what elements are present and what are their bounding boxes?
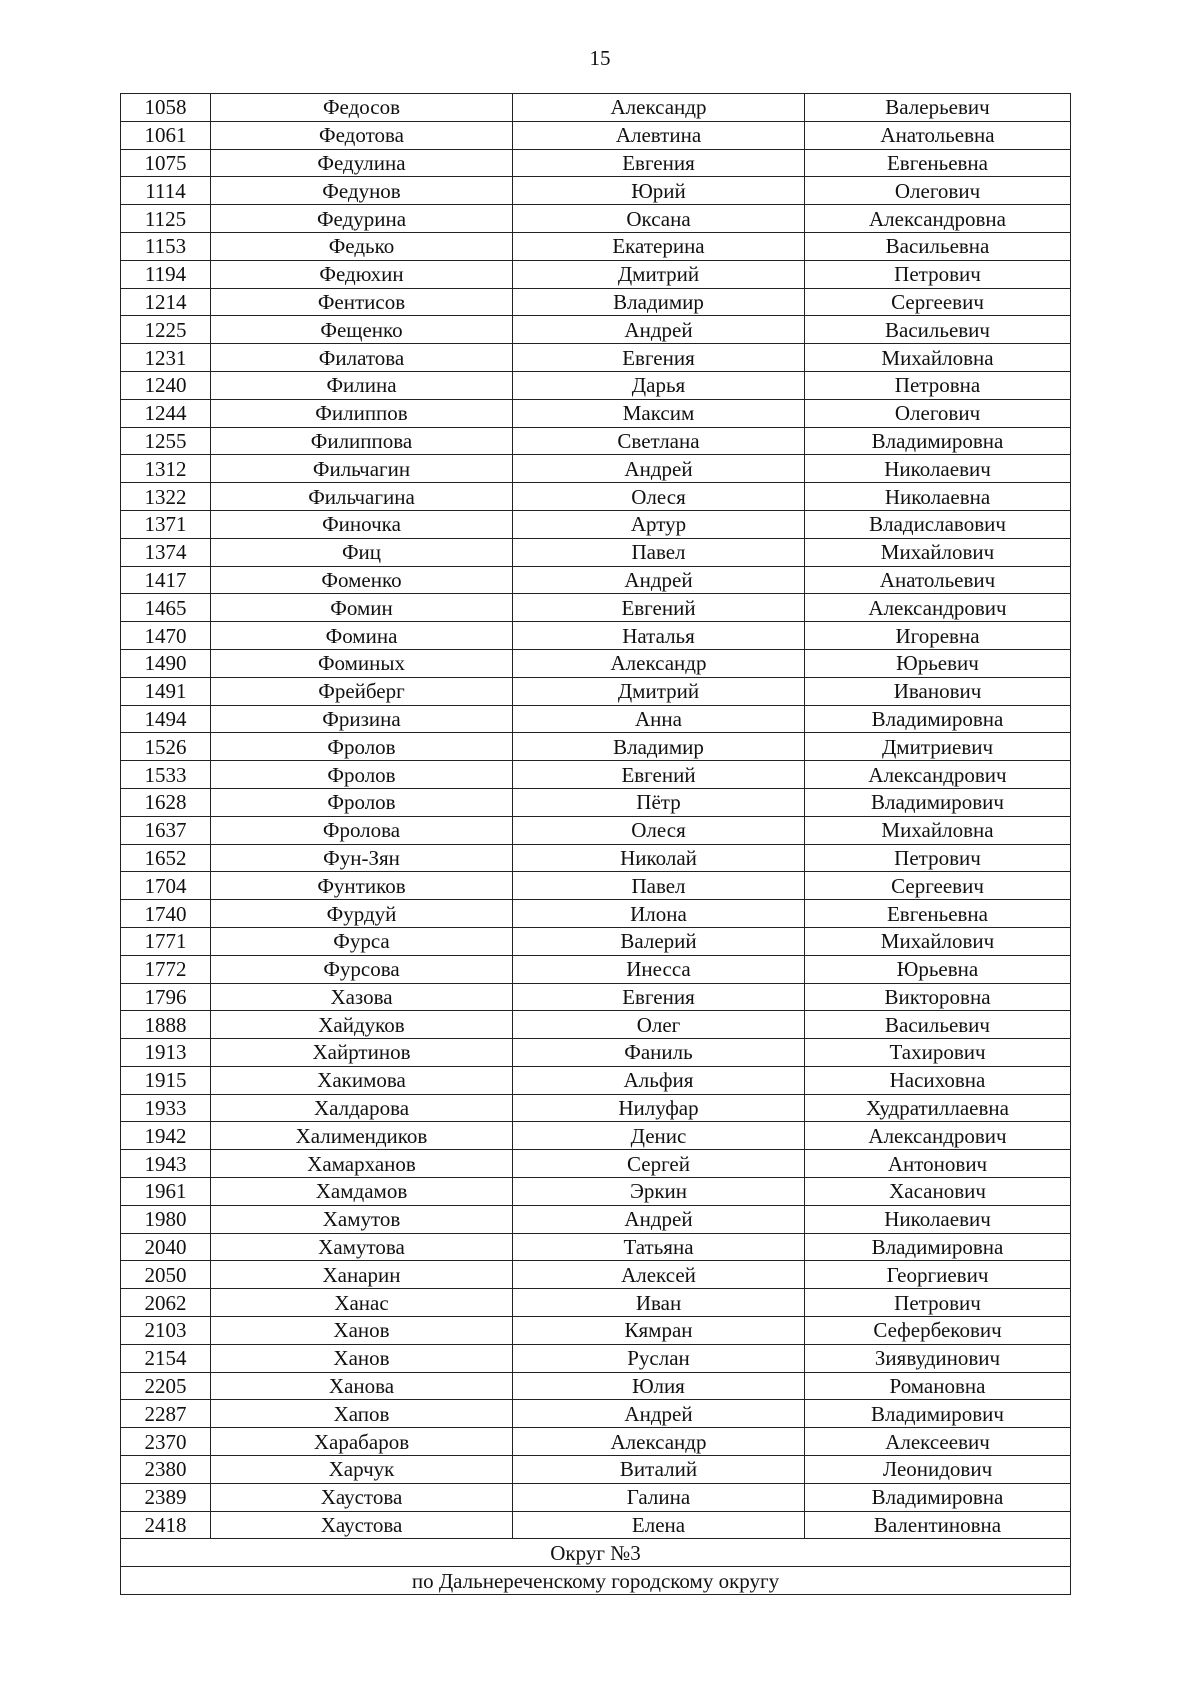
cell-number: 1491 <box>121 677 211 705</box>
cell-first-name: Валерий <box>513 927 805 955</box>
cell-patronymic: Олегович <box>805 399 1071 427</box>
cell-patronymic: Владимировна <box>805 427 1071 455</box>
cell-first-name: Андрей <box>513 1400 805 1428</box>
cell-last-name: Хамутова <box>211 1233 513 1261</box>
cell-patronymic: Николаевич <box>805 1205 1071 1233</box>
cell-first-name: Наталья <box>513 622 805 650</box>
cell-first-name: Елена <box>513 1511 805 1539</box>
table-row <box>121 427 1071 455</box>
cell-number: 2040 <box>121 1233 211 1261</box>
cell-number: 1915 <box>121 1066 211 1094</box>
cell-last-name: Федурина <box>211 205 513 233</box>
cell-last-name: Фролов <box>211 761 513 789</box>
cell-last-name: Фурса <box>211 927 513 955</box>
section-title: Округ №3 <box>121 1539 1071 1567</box>
cell-number: 1194 <box>121 260 211 288</box>
cell-last-name: Хаустова <box>211 1483 513 1511</box>
cell-last-name: Фролов <box>211 733 513 761</box>
cell-first-name: Юрий <box>513 177 805 205</box>
cell-number: 1058 <box>121 94 211 122</box>
table-row <box>121 1039 1071 1067</box>
cell-patronymic: Дмитриевич <box>805 733 1071 761</box>
cell-last-name: Федотова <box>211 121 513 149</box>
cell-patronymic: Васильевна <box>805 232 1071 260</box>
table-row <box>121 399 1071 427</box>
cell-last-name: Ханов <box>211 1317 513 1345</box>
cell-last-name: Хапов <box>211 1400 513 1428</box>
cell-first-name: Илона <box>513 900 805 928</box>
cell-last-name: Фрейберг <box>211 677 513 705</box>
cell-first-name: Виталий <box>513 1456 805 1484</box>
cell-patronymic: Евгеньевна <box>805 149 1071 177</box>
cell-patronymic: Петрович <box>805 260 1071 288</box>
cell-patronymic: Леонидович <box>805 1456 1071 1484</box>
cell-number: 1417 <box>121 566 211 594</box>
table-row <box>121 1511 1071 1539</box>
cell-patronymic: Владимировна <box>805 1483 1071 1511</box>
cell-number: 2370 <box>121 1428 211 1456</box>
cell-number: 1465 <box>121 594 211 622</box>
cell-number: 1240 <box>121 371 211 399</box>
cell-patronymic: Сергеевич <box>805 872 1071 900</box>
table-row <box>121 955 1071 983</box>
table-row <box>121 705 1071 733</box>
cell-patronymic: Валерьевич <box>805 94 1071 122</box>
table-row <box>121 205 1071 233</box>
cell-patronymic: Алексеевич <box>805 1428 1071 1456</box>
cell-patronymic: Анатольевич <box>805 566 1071 594</box>
table-row <box>121 872 1071 900</box>
table-row <box>121 1428 1071 1456</box>
cell-number: 1255 <box>121 427 211 455</box>
table-row <box>121 1344 1071 1372</box>
cell-first-name: Павел <box>513 538 805 566</box>
cell-first-name: Инесса <box>513 955 805 983</box>
cell-first-name: Евгения <box>513 983 805 1011</box>
member-table <box>120 93 1071 1595</box>
cell-last-name: Филатова <box>211 344 513 372</box>
cell-number: 1533 <box>121 761 211 789</box>
section-subtitle: по Дальнереченскому городскому округу <box>121 1567 1071 1595</box>
cell-patronymic: Александровна <box>805 205 1071 233</box>
table-row <box>121 1150 1071 1178</box>
cell-first-name: Евгения <box>513 344 805 372</box>
cell-patronymic: Александрович <box>805 761 1071 789</box>
table-row <box>121 149 1071 177</box>
cell-first-name: Максим <box>513 399 805 427</box>
section-title-row <box>121 1539 1071 1567</box>
cell-first-name: Андрей <box>513 455 805 483</box>
cell-first-name: Александр <box>513 649 805 677</box>
table-row <box>121 260 1071 288</box>
cell-number: 2050 <box>121 1261 211 1289</box>
cell-number: 2287 <box>121 1400 211 1428</box>
cell-last-name: Федулина <box>211 149 513 177</box>
cell-last-name: Фролов <box>211 788 513 816</box>
cell-first-name: Алексей <box>513 1261 805 1289</box>
cell-patronymic: Юрьевна <box>805 955 1071 983</box>
cell-number: 1312 <box>121 455 211 483</box>
cell-number: 1214 <box>121 288 211 316</box>
cell-first-name: Алевтина <box>513 121 805 149</box>
cell-first-name: Олег <box>513 1011 805 1039</box>
cell-patronymic: Олегович <box>805 177 1071 205</box>
table-row <box>121 622 1071 650</box>
cell-patronymic: Александрович <box>805 1122 1071 1150</box>
table-row <box>121 177 1071 205</box>
cell-last-name: Ханас <box>211 1289 513 1317</box>
cell-first-name: Екатерина <box>513 232 805 260</box>
cell-last-name: Хамутов <box>211 1205 513 1233</box>
cell-patronymic: Михайловна <box>805 816 1071 844</box>
cell-last-name: Филина <box>211 371 513 399</box>
cell-last-name: Фризина <box>211 705 513 733</box>
cell-first-name: Александр <box>513 94 805 122</box>
cell-patronymic: Худратиллаевна <box>805 1094 1071 1122</box>
cell-number: 1322 <box>121 483 211 511</box>
cell-number: 1225 <box>121 316 211 344</box>
table-row <box>121 1372 1071 1400</box>
cell-number: 1490 <box>121 649 211 677</box>
cell-last-name: Федосов <box>211 94 513 122</box>
cell-first-name: Пётр <box>513 788 805 816</box>
table-body <box>121 94 1071 1539</box>
table-row <box>121 733 1071 761</box>
table-row <box>121 1122 1071 1150</box>
cell-last-name: Халдарова <box>211 1094 513 1122</box>
cell-number: 2389 <box>121 1483 211 1511</box>
cell-first-name: Денис <box>513 1122 805 1150</box>
cell-number: 1125 <box>121 205 211 233</box>
cell-number: 1961 <box>121 1178 211 1206</box>
cell-patronymic: Сергеевич <box>805 288 1071 316</box>
cell-first-name: Эркин <box>513 1178 805 1206</box>
cell-first-name: Оксана <box>513 205 805 233</box>
cell-last-name: Фильчагина <box>211 483 513 511</box>
table-row <box>121 900 1071 928</box>
cell-first-name: Дарья <box>513 371 805 399</box>
table-row <box>121 594 1071 622</box>
cell-patronymic: Владиславович <box>805 510 1071 538</box>
cell-last-name: Фещенко <box>211 316 513 344</box>
cell-last-name: Фурдуй <box>211 900 513 928</box>
cell-first-name: Иван <box>513 1289 805 1317</box>
cell-last-name: Фунтиков <box>211 872 513 900</box>
cell-last-name: Федюхин <box>211 260 513 288</box>
cell-patronymic: Романовна <box>805 1372 1071 1400</box>
cell-last-name: Халимендиков <box>211 1122 513 1150</box>
cell-patronymic: Васильевич <box>805 316 1071 344</box>
cell-patronymic: Михайлович <box>805 927 1071 955</box>
cell-number: 1740 <box>121 900 211 928</box>
table-row <box>121 344 1071 372</box>
cell-number: 2062 <box>121 1289 211 1317</box>
table-row <box>121 1011 1071 1039</box>
cell-first-name: Кямран <box>513 1317 805 1345</box>
cell-first-name: Евгения <box>513 149 805 177</box>
cell-last-name: Филиппов <box>211 399 513 427</box>
cell-patronymic: Валентиновна <box>805 1511 1071 1539</box>
cell-first-name: Нилуфар <box>513 1094 805 1122</box>
cell-number: 1943 <box>121 1150 211 1178</box>
section-subtitle-row <box>121 1567 1071 1595</box>
cell-first-name: Фаниль <box>513 1039 805 1067</box>
table-row <box>121 288 1071 316</box>
cell-first-name: Владимир <box>513 733 805 761</box>
table-row <box>121 510 1071 538</box>
table-row <box>121 761 1071 789</box>
cell-last-name: Федько <box>211 232 513 260</box>
cell-last-name: Филиппова <box>211 427 513 455</box>
table-row <box>121 1317 1071 1345</box>
cell-last-name: Ханова <box>211 1372 513 1400</box>
cell-number: 2380 <box>121 1456 211 1484</box>
cell-first-name: Галина <box>513 1483 805 1511</box>
table-row <box>121 1289 1071 1317</box>
table-row <box>121 1178 1071 1206</box>
cell-patronymic: Сефербекович <box>805 1317 1071 1345</box>
cell-last-name: Фоминых <box>211 649 513 677</box>
table-row <box>121 844 1071 872</box>
cell-first-name: Артур <box>513 510 805 538</box>
table-row <box>121 371 1071 399</box>
cell-number: 2205 <box>121 1372 211 1400</box>
table-row <box>121 455 1071 483</box>
cell-first-name: Андрей <box>513 316 805 344</box>
cell-last-name: Финочка <box>211 510 513 538</box>
cell-first-name: Николай <box>513 844 805 872</box>
cell-first-name: Юлия <box>513 1372 805 1400</box>
cell-number: 1980 <box>121 1205 211 1233</box>
cell-patronymic: Викторовна <box>805 983 1071 1011</box>
cell-number: 1114 <box>121 177 211 205</box>
table-row <box>121 1066 1071 1094</box>
cell-patronymic: Николаевна <box>805 483 1071 511</box>
cell-patronymic: Игоревна <box>805 622 1071 650</box>
cell-first-name: Олеся <box>513 816 805 844</box>
table-row <box>121 927 1071 955</box>
cell-patronymic: Юрьевич <box>805 649 1071 677</box>
cell-last-name: Хайдуков <box>211 1011 513 1039</box>
cell-patronymic: Петровна <box>805 371 1071 399</box>
table-row <box>121 1483 1071 1511</box>
cell-first-name: Олеся <box>513 483 805 511</box>
cell-patronymic: Иванович <box>805 677 1071 705</box>
cell-last-name: Хайртинов <box>211 1039 513 1067</box>
cell-last-name: Фиц <box>211 538 513 566</box>
cell-last-name: Фоменко <box>211 566 513 594</box>
cell-number: 1075 <box>121 149 211 177</box>
cell-first-name: Дмитрий <box>513 677 805 705</box>
cell-last-name: Харабаров <box>211 1428 513 1456</box>
cell-number: 1913 <box>121 1039 211 1067</box>
table-row <box>121 816 1071 844</box>
cell-last-name: Хакимова <box>211 1066 513 1094</box>
cell-first-name: Дмитрий <box>513 260 805 288</box>
cell-number: 1771 <box>121 927 211 955</box>
cell-patronymic: Тахирович <box>805 1039 1071 1067</box>
cell-number: 1153 <box>121 232 211 260</box>
cell-number: 1628 <box>121 788 211 816</box>
table-row <box>121 1233 1071 1261</box>
cell-first-name: Татьяна <box>513 1233 805 1261</box>
table-row <box>121 788 1071 816</box>
cell-last-name: Фомин <box>211 594 513 622</box>
cell-number: 1470 <box>121 622 211 650</box>
cell-first-name: Руслан <box>513 1344 805 1372</box>
cell-last-name: Фомина <box>211 622 513 650</box>
table-row <box>121 232 1071 260</box>
cell-patronymic: Георгиевич <box>805 1261 1071 1289</box>
cell-number: 1371 <box>121 510 211 538</box>
cell-first-name: Светлана <box>513 427 805 455</box>
cell-patronymic: Васильевич <box>805 1011 1071 1039</box>
cell-last-name: Федунов <box>211 177 513 205</box>
table-row <box>121 1400 1071 1428</box>
cell-number: 1796 <box>121 983 211 1011</box>
table-row <box>121 94 1071 122</box>
table-row <box>121 677 1071 705</box>
cell-number: 1526 <box>121 733 211 761</box>
cell-number: 1244 <box>121 399 211 427</box>
cell-number: 1231 <box>121 344 211 372</box>
cell-patronymic: Владимирович <box>805 1400 1071 1428</box>
cell-patronymic: Евгеньевна <box>805 900 1071 928</box>
cell-last-name: Харчук <box>211 1456 513 1484</box>
cell-patronymic: Петрович <box>805 1289 1071 1317</box>
cell-last-name: Фун-Зян <box>211 844 513 872</box>
cell-first-name: Павел <box>513 872 805 900</box>
table-row <box>121 538 1071 566</box>
table-row <box>121 1094 1071 1122</box>
cell-last-name: Фролова <box>211 816 513 844</box>
cell-first-name: Евгений <box>513 594 805 622</box>
cell-first-name: Андрей <box>513 1205 805 1233</box>
cell-last-name: Хазова <box>211 983 513 1011</box>
cell-last-name: Ханов <box>211 1344 513 1372</box>
cell-first-name: Альфия <box>513 1066 805 1094</box>
cell-patronymic: Антонович <box>805 1150 1071 1178</box>
cell-first-name: Сергей <box>513 1150 805 1178</box>
cell-number: 2418 <box>121 1511 211 1539</box>
cell-number: 1888 <box>121 1011 211 1039</box>
cell-first-name: Анна <box>513 705 805 733</box>
cell-patronymic: Хасанович <box>805 1178 1071 1206</box>
cell-last-name: Фильчагин <box>211 455 513 483</box>
cell-first-name: Александр <box>513 1428 805 1456</box>
cell-number: 1652 <box>121 844 211 872</box>
cell-number: 2154 <box>121 1344 211 1372</box>
table-row <box>121 1261 1071 1289</box>
cell-number: 1772 <box>121 955 211 983</box>
cell-patronymic: Николаевич <box>805 455 1071 483</box>
cell-last-name: Фентисов <box>211 288 513 316</box>
cell-last-name: Хамарханов <box>211 1150 513 1178</box>
table-row <box>121 1205 1071 1233</box>
page-number: 15 <box>589 46 611 70</box>
cell-patronymic: Анатольевна <box>805 121 1071 149</box>
table-row <box>121 121 1071 149</box>
cell-patronymic: Александрович <box>805 594 1071 622</box>
table-row <box>121 983 1071 1011</box>
cell-number: 1494 <box>121 705 211 733</box>
table-row <box>121 566 1071 594</box>
cell-first-name: Владимир <box>513 288 805 316</box>
table-row <box>121 316 1071 344</box>
cell-patronymic: Насиховна <box>805 1066 1071 1094</box>
cell-patronymic: Владимировна <box>805 705 1071 733</box>
cell-number: 1933 <box>121 1094 211 1122</box>
cell-last-name: Фурсова <box>211 955 513 983</box>
cell-patronymic: Михайловна <box>805 344 1071 372</box>
cell-patronymic: Зиявудинович <box>805 1344 1071 1372</box>
cell-patronymic: Михайлович <box>805 538 1071 566</box>
cell-first-name: Евгений <box>513 761 805 789</box>
table-row <box>121 483 1071 511</box>
cell-patronymic: Владимировна <box>805 1233 1071 1261</box>
cell-patronymic: Владимирович <box>805 788 1071 816</box>
cell-number: 1704 <box>121 872 211 900</box>
cell-number: 2103 <box>121 1317 211 1345</box>
table-row <box>121 1456 1071 1484</box>
cell-number: 1061 <box>121 121 211 149</box>
cell-number: 1374 <box>121 538 211 566</box>
cell-last-name: Ханарин <box>211 1261 513 1289</box>
cell-number: 1942 <box>121 1122 211 1150</box>
cell-patronymic: Петрович <box>805 844 1071 872</box>
cell-last-name: Хамдамов <box>211 1178 513 1206</box>
cell-number: 1637 <box>121 816 211 844</box>
table-row <box>121 649 1071 677</box>
cell-first-name: Андрей <box>513 566 805 594</box>
cell-last-name: Хаустова <box>211 1511 513 1539</box>
